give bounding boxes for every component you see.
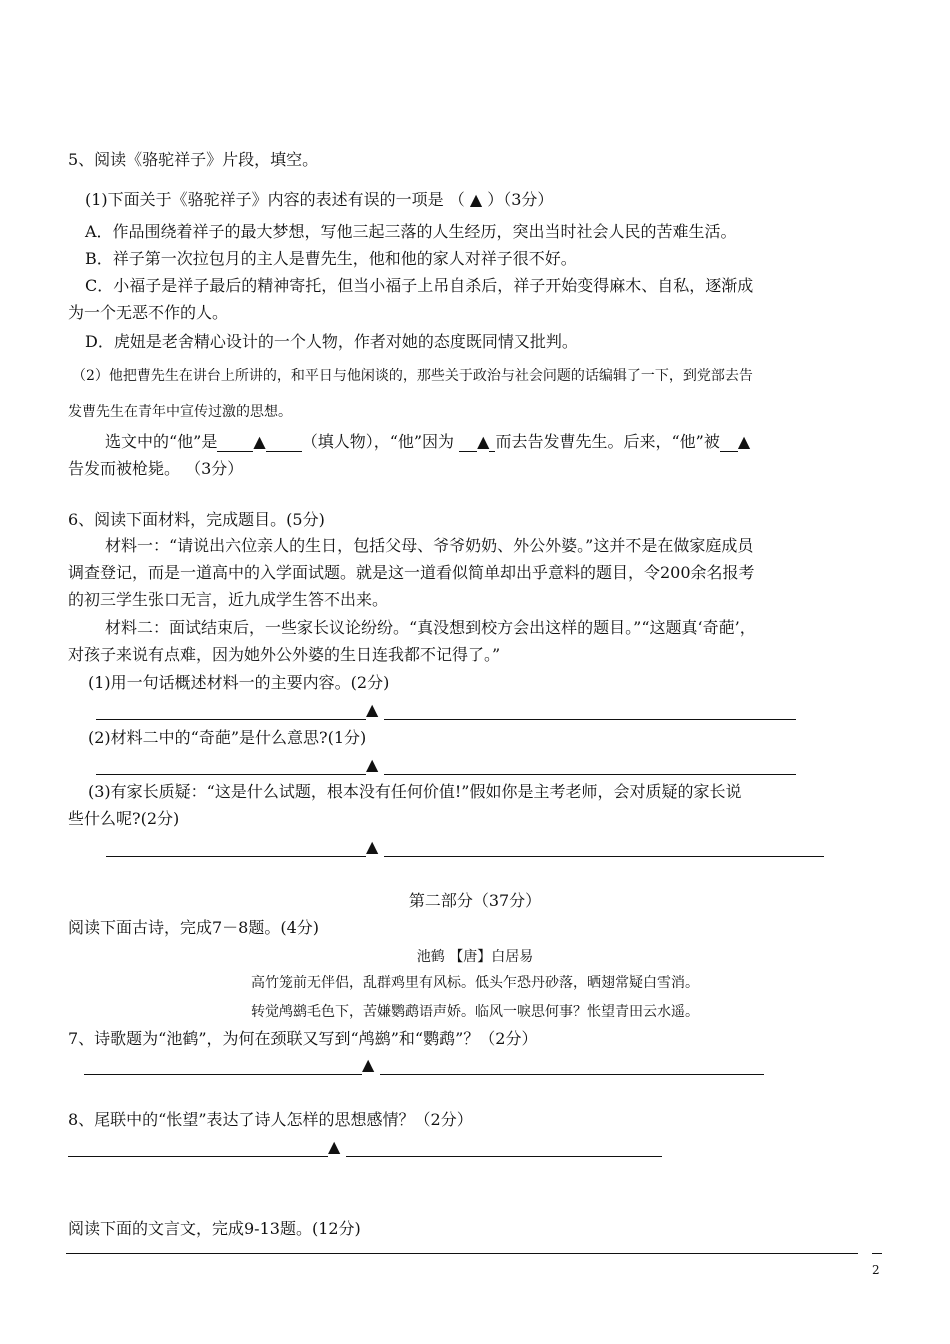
q5-fill-tail: 告发而被枪毙。 （3分） — [68, 459, 244, 478]
poem-intro: 阅读下面古诗，完成7－8题。(4分) — [68, 918, 320, 937]
q5-title: 5、阅读《骆驼祥子》片段，填空。 — [68, 150, 319, 169]
answer-line[interactable] — [106, 856, 366, 857]
q6-sub3-line2: 些什么呢?(2分) — [68, 809, 180, 828]
answer-line[interactable] — [384, 774, 796, 775]
answer-marker: ▲ — [366, 837, 379, 856]
answer-line[interactable] — [384, 856, 824, 857]
answer-marker: ▲ — [366, 700, 379, 719]
answer-marker: ▲ — [477, 432, 490, 451]
q5-sub1: (1)下面关于《骆驼祥子》内容的表述有误的一项是 （ ▲ ）（3分） — [85, 190, 554, 209]
answer-blank-1b[interactable] — [266, 435, 302, 452]
q5-fill-line — [105, 432, 750, 452]
answer-line[interactable] — [68, 1156, 328, 1157]
answer-line[interactable] — [346, 1156, 662, 1157]
q6-material2-line1: 材料二：面试结束后，一些家长议论纷纷。“真没想到校方会出这样的题目。”“这题真‘奇葩’， — [105, 618, 756, 637]
q5-option-b: B．祥子第一次拉包月的主人是曹先生，他和他的家人对祥子很不好。 — [85, 249, 577, 268]
answer-blank-1a[interactable] — [217, 435, 253, 452]
answer-marker: ▲ — [328, 1137, 341, 1156]
q6-material1-line3: 的初三学生张口无言，近九成学生答不出来。 — [68, 590, 389, 609]
answer-line[interactable] — [96, 719, 366, 720]
answer-blank-3a[interactable] — [720, 435, 738, 452]
answer-line[interactable] — [384, 719, 796, 720]
classical-intro: 阅读下面的文言文，完成9-13题。(12分) — [68, 1219, 361, 1238]
q7-text: 7、诗歌题为“池鹤”，为何在颈联又写到“鸬鹚”和“鹦鹉”？（2分） — [68, 1029, 538, 1048]
part2-heading: 第二部分（37分） — [408, 891, 542, 910]
footer-divider — [66, 1253, 858, 1254]
poem-line1: 高竹笼前无伴侣，乱群鸡里有风标。低头乍恐丹砂落，晒翅常疑白雪消。 — [251, 975, 699, 991]
q6-title: 6、阅读下面材料，完成题目。(5分) — [68, 510, 325, 529]
answer-line[interactable] — [380, 1074, 764, 1075]
answer-line[interactable] — [84, 1074, 362, 1075]
answer-marker: ▲ — [253, 432, 266, 451]
answer-line[interactable] — [96, 774, 366, 775]
q5-sub2-line1: （2）他把曹先生在讲台上所讲的，和平日与他闲谈的，那些关于政治与社会问题的话编辑了一下，到党部去告 — [72, 368, 753, 384]
page-number: 2 — [872, 1263, 880, 1277]
fill-text-c: 而去告发曹先生。后来，“他”被 — [495, 432, 720, 451]
q6-sub3-line1: (3)有家长质疑：“这是什么试题，根本没有任何价值!”假如你是主考老师，会对质疑的家长说 — [88, 782, 742, 801]
q5-sub2-line2: 发曹先生在青年中宣传过激的思想。 — [68, 404, 292, 420]
footer-divider-tick — [872, 1253, 882, 1254]
q5-option-d: D．虎妞是老舍精心设计的一个人物，作者对她的态度既同情又批判。 — [85, 332, 578, 351]
poem-line2: 转觉鸬鹚毛色下，苦嫌鹦鹉语声娇。临风一唳思何事？怅望青田云水遥。 — [251, 1004, 699, 1020]
q6-material2-line2: 对孩子来说有点难，因为她外公外婆的生日连我都不记得了。” — [68, 645, 501, 664]
answer-marker: ▲ — [366, 755, 379, 774]
q5-option-c-line1: C．小福子是祥子最后的精神寄托，但当小福子上吊自杀后，祥子开始变得麻木、自私，逐渐成 — [85, 276, 754, 295]
answer-marker: ▲ — [362, 1055, 375, 1074]
q8-text: 8、尾联中的“怅望”表达了诗人怎样的思想感情？（2分） — [68, 1110, 473, 1129]
poem-title: 池鹤 【唐】白居易 — [416, 949, 534, 965]
q6-sub1: (1)用一句话概述材料一的主要内容。(2分) — [88, 673, 390, 692]
q6-sub2: (2)材料二中的“奇葩”是什么意思?(1分) — [88, 728, 367, 747]
fill-text-a: 选文中的“他”是 — [105, 432, 218, 451]
answer-blank-2a[interactable] — [459, 435, 477, 452]
fill-text-b: （填人物），“他”因为 — [301, 432, 455, 451]
q5-option-c-line2: 为一个无恶不作的人。 — [68, 303, 229, 322]
q6-material1-line1: 材料一：“请说出六位亲人的生日，包括父母、爷爷奶奶、外公外婆。”这并不是在做家庭成员 — [105, 536, 754, 555]
q5-option-a: A．作品围绕着祥子的最大梦想，写他三起三落的人生经历，突出当时社会人民的苦难生活。 — [85, 222, 737, 241]
answer-marker: ▲ — [737, 432, 751, 451]
q6-material1-line2: 调查登记，而是一道高中的入学面试题。就是这一道看似简单却出乎意料的题目，令200余名报考 — [68, 563, 755, 582]
